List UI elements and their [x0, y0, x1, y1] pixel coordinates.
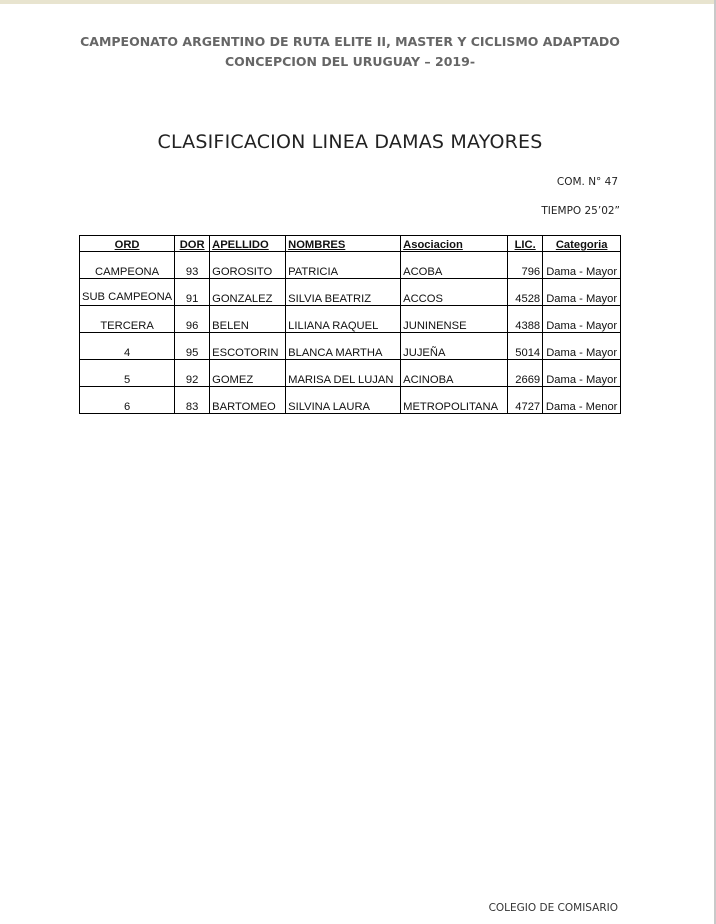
col-header-nombres: NOMBRES	[286, 236, 401, 252]
cell-dor: 92	[175, 360, 210, 387]
table-row	[80, 252, 621, 279]
header-line-1: CAMPEONATO ARGENTINO DE RUTA ELITE II, MASTER Y CICLISMO ADAPTADO	[80, 34, 620, 49]
cell-lic: 4727	[508, 387, 543, 414]
cell-lic: 2669	[508, 360, 543, 387]
results-table	[79, 235, 621, 414]
cell-asociacion: METROPOLITANA	[401, 387, 508, 414]
cell-lic: 796	[508, 252, 543, 279]
cell-ord: SUB CAMPEONA	[80, 279, 175, 306]
cell-dor: 91	[175, 279, 210, 306]
cell-ord: CAMPEONA	[80, 252, 175, 279]
header-line-2: CONCEPCION DEL URUGUAY – 2019-	[224, 54, 476, 69]
cell-apellido: GONZALEZ	[210, 279, 286, 306]
cell-apellido: ESCOTORIN	[210, 333, 286, 360]
document-header	[0, 32, 700, 72]
cell-dor: 96	[175, 306, 210, 333]
cell-dor: 93	[175, 252, 210, 279]
table-header-row	[80, 236, 621, 252]
table-row	[80, 306, 621, 333]
cell-lic: 5014	[508, 333, 543, 360]
cell-lic: 4388	[508, 306, 543, 333]
cell-asociacion: ACCOS	[401, 279, 508, 306]
cell-asociacion: JUNINENSE	[401, 306, 508, 333]
cell-dor: 95	[175, 333, 210, 360]
cell-ord: 6	[80, 387, 175, 414]
col-header-ord: ORD	[80, 236, 175, 252]
cell-nombres: SILVIA BEATRIZ	[286, 279, 401, 306]
cell-dor: 83	[175, 387, 210, 414]
table-row	[80, 279, 621, 306]
cell-asociacion: ACINOBA	[401, 360, 508, 387]
col-header-dor: DOR	[175, 236, 210, 252]
cell-categoria: Dama - Menor	[543, 387, 621, 414]
cell-asociacion: ACOBA	[401, 252, 508, 279]
cell-categoria: Dama - Mayor	[543, 360, 621, 387]
cell-apellido: BELEN	[210, 306, 286, 333]
cell-nombres: LILIANA RAQUEL	[286, 306, 401, 333]
cell-ord: TERCERA	[80, 306, 175, 333]
cell-apellido: GOMEZ	[210, 360, 286, 387]
cell-ord: 4	[80, 333, 175, 360]
cell-categoria: Dama - Mayor	[543, 279, 621, 306]
cell-ord: 5	[80, 360, 175, 387]
communique-number: COM. N° 47	[556, 176, 618, 188]
col-header-asociacion: Asociacion	[401, 236, 508, 252]
cell-nombres: BLANCA MARTHA	[286, 333, 401, 360]
table-row	[80, 387, 621, 414]
col-header-apellido: APELLIDO	[210, 236, 286, 252]
cell-nombres: SILVINA LAURA	[286, 387, 401, 414]
table-row	[80, 333, 621, 360]
cell-nombres: MARISA DEL LUJAN	[286, 360, 401, 387]
page-title: CLASIFICACION LINEA DAMAS MAYORES	[157, 131, 543, 153]
cell-categoria: Dama - Mayor	[543, 306, 621, 333]
cell-nombres: PATRICIA	[286, 252, 401, 279]
table-row	[80, 360, 621, 387]
cell-lic: 4528	[508, 279, 543, 306]
cell-asociacion: JUJEÑA	[401, 333, 508, 360]
col-header-lic: LIC.	[508, 236, 543, 252]
race-time: TIEMPO 25’02”	[541, 205, 620, 217]
cell-categoria: Dama - Mayor	[543, 252, 621, 279]
footer-signature: COLEGIO DE COMISARIO	[488, 902, 618, 914]
page-top-edge	[0, 0, 716, 4]
col-header-categoria: Categoria	[543, 236, 621, 252]
cell-apellido: GOROSITO	[210, 252, 286, 279]
cell-categoria: Dama - Mayor	[543, 333, 621, 360]
cell-apellido: BARTOMEO	[210, 387, 286, 414]
